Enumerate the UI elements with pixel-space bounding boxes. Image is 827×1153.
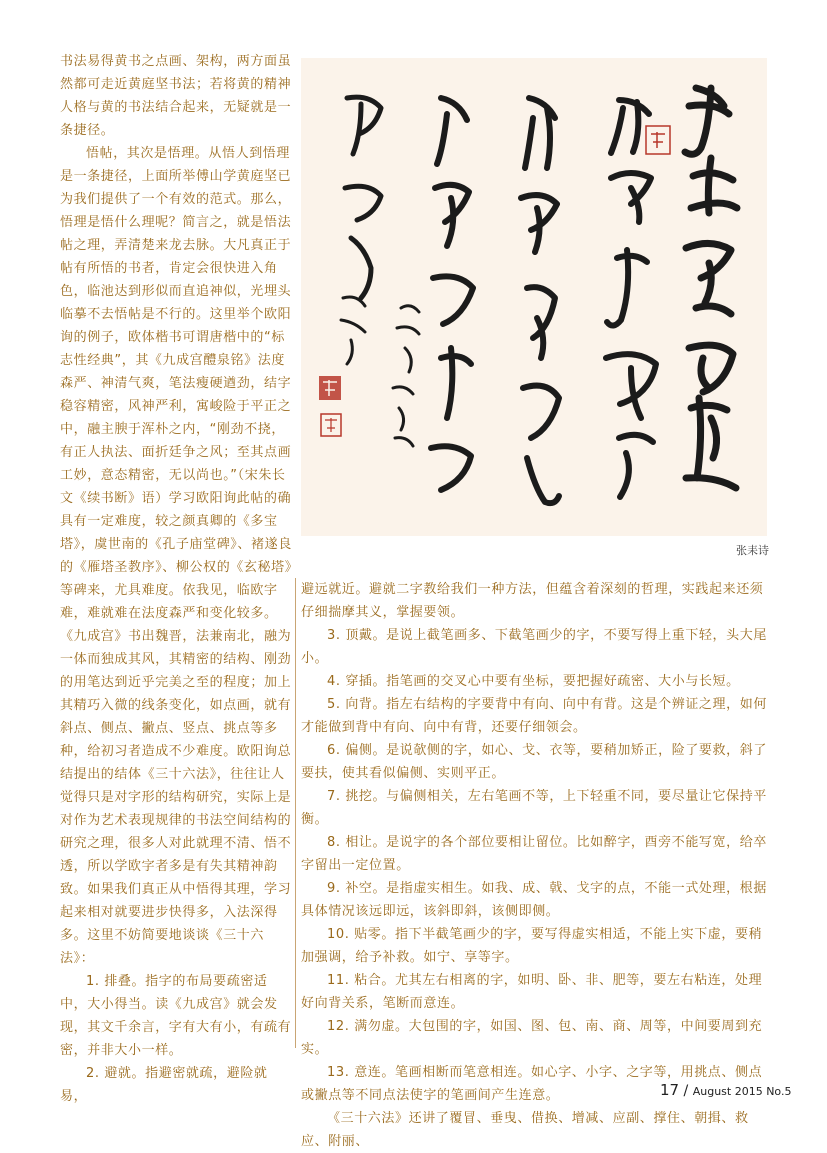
issue-label: August 2015 No.5 [692, 1085, 792, 1098]
right-text-column [301, 578, 771, 1153]
paragraph: 12. 满勿虚。大包围的字，如国、图、包、南、商、周等，中间要周到充实。 [301, 1019, 763, 1057]
paragraph: 13. 意连。笔画相断而笔意相连。如心字、小字、之字等，用挑点、侧点或撇点等不同点法使字的笔画间产生连意。 [301, 1065, 763, 1103]
page-footer [660, 1081, 791, 1099]
paragraph: 悟帖，其次是悟理。从悟人到悟理是一条捷径，上面所举傅山学黄庭坚已为我们提供了一个有效的范式。那么，悟理是悟什么理呢？简言之，就是悟法帖之理，弄清楚来龙去脉。大凡真正于帖有所悟的书者，肯定会很快进入角色，临池达到形似而直追神似，光埋头临摹不去悟帖是不行的。这里举个欧阳询的例子，欧体楷书可谓唐楷中的“标志性经典”，其《九成宫醴泉铭》法度森严、神清气爽，笔法瘦硬遒劲，结字稳容精密，风神严利，寓峻险于平正之中，融主腴于浑朴之内，“刚劲不挠，有正人执法、面折廷争之风；至其点画工妙，意态精密，无以尚也。”（宋朱长文《续书断》语）学习欧阳询此帖的确具有一定难度，较之颜真卿的《多宝塔》，虞世南的《孔子庙堂碑》、褚遂良的《雁塔圣教序》、柳公权的《玄秘塔》等碑来，尤具难度。依我见，临欧字难，难就难在法度森严和变化较多。《九成宫》书出魏晋，法兼南北，融为一体而独成其风，其精密的结构、刚劲的用笔达到近乎完美之至的程度；加上其精巧入微的线条变化，如点画，就有斜点、侧点、撇点、竖点、挑点等多种，给初习者造成不少难度。欧阳询总结提出的结体《三十六法》，往往让人觉得只是对字形的结构研究，实际上是对作为艺术表现规律的书法空间结构的研究之理，很多人对此就理不清、悟不透，所以学欧字者多是有失其精神韵致。如果我们真正从中悟得其理，学习起来相对就要进步快得多，入法深得多。这里不妨简要地谈谈《三十六法》： [60, 146, 292, 966]
page-number: 17 [660, 1081, 680, 1099]
seal-red [319, 376, 341, 400]
left-text-column [60, 50, 292, 1108]
calligraphy-artwork [301, 58, 767, 536]
calligraphy-strokes [301, 58, 767, 536]
footer-separator: / [683, 1083, 689, 1099]
paragraph: 书法易得黄书之点画、架构，两方面虽然都可走近黄庭坚书法；若将黄的精神人格与黄的书法结合起来，无疑就是一条捷径。 [60, 54, 292, 138]
paragraph: 9. 补空。是指虚实相生。如我、成、戟、戈字的点，不能一式处理，根据具体情况该远即远，该斜即斜，该侧即侧。 [301, 881, 767, 919]
paragraph: 6. 偏侧。是说欹侧的字，如心、戈、衣等，要稍加矫正，险了要救，斜了要扶，使其看似偏侧、实则平正。 [301, 743, 767, 781]
paragraph: 避远就近。避就二字教给我们一种方法，但蕴含着深刻的哲理，实践起来还须仔细揣摩其义，掌握要领。 [301, 582, 764, 620]
paragraph: 7. 挑挖。与偏侧相关，左右笔画不等，上下轻重不同，要尽量让它保持平衡。 [301, 789, 767, 827]
paragraph: 1. 排叠。指字的布局要疏密适中，大小得当。读《九成宫》就会发现，其文千余言，字有大有小，有疏有密，并非大小一样。 [60, 974, 292, 1058]
paragraph: 11. 粘合。尤其左右相离的字，如明、卧、非、肥等，要左右粘连，处理好向背关系，笔断而意连。 [301, 973, 763, 1011]
paragraph: 2. 避就。指避密就疏，避险就易， [60, 1066, 268, 1104]
paragraph: 5. 向背。指左右结构的字要背中有向、向中有背。这是个辨证之理，如何才能做到背中有向、向中有背，还要仔细领会。 [301, 697, 767, 735]
paragraph: 10. 贴零。指下半截笔画少的字，要写得虚实相适，不能上实下虚，要稍加强调，给予补救。如宁、享等字。 [301, 927, 763, 965]
seal-top [646, 126, 670, 154]
paragraph: 《三十六法》还讲了覆冒、垂曳、借换、增减、应副、撑住、朝揖、救应、附丽、 [301, 1111, 749, 1149]
paragraph: 3. 顶戴。是说上截笔画多、下截笔画少的字，不要写得上重下轻，头大尾小。 [301, 628, 767, 666]
paragraph: 4. 穿插。指笔画的交叉心中要有坐标，要把握好疏密、大小与长短。 [327, 674, 740, 689]
column-divider [295, 578, 296, 1048]
figure-caption: 张耒诗 [736, 544, 769, 557]
paragraph: 8. 相让。是说字的各个部位要相让留位。比如醉字，酉旁不能写宽，给卒字留出一定位置。 [301, 835, 767, 873]
